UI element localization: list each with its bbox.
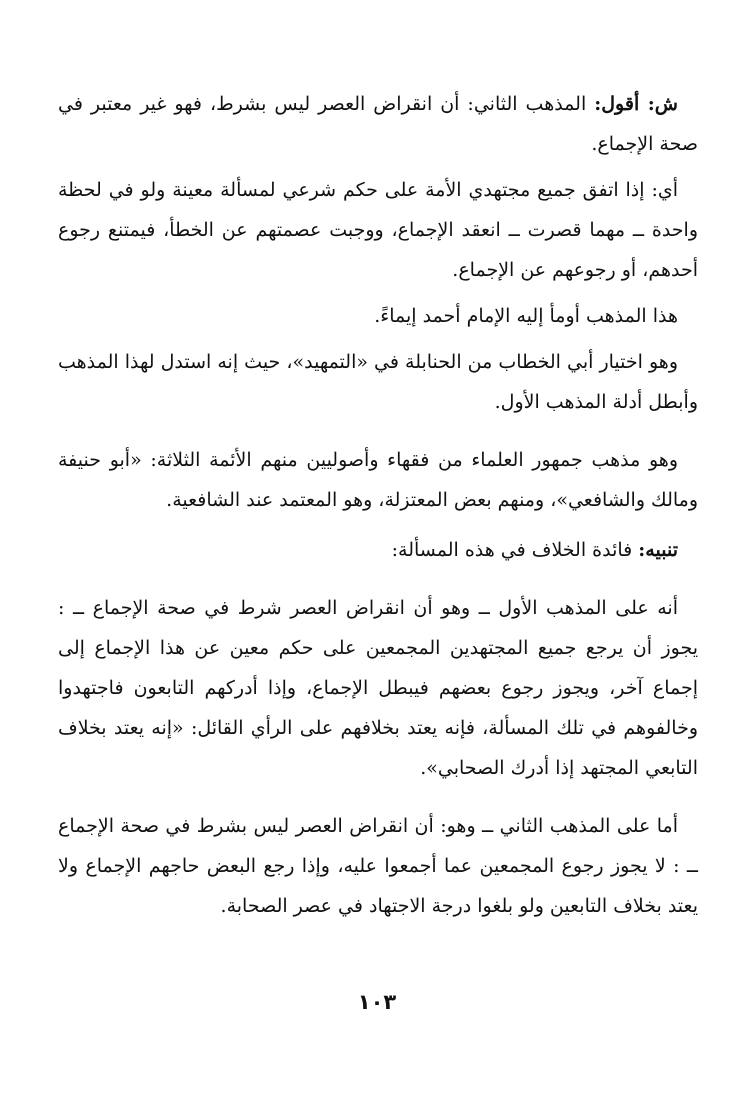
- page-number: ١٠٣: [357, 990, 397, 1014]
- paragraph-8: أما على المذهب الثاني ــ وهو: أن انقراض العصر ليس بشرط في صحة الإجماع ــ : لا يجوز رجوع المجمعين عما أجمعوا عليه، وإذا رجع البعض حاجهم الإجماع ولا يعتد بخلاف التابعين ولو بلغوا درجة الاجتهاد في عصر الصحابة.: [58, 815, 698, 917]
- paragraph-5: وهو مذهب جمهور العلماء من فقهاء وأصوليين منهم الأئمة الثلاثة: «أبو حنيفة ومالك والشافعي»، ومنهم بعض المعتزلة، وهو المعتمد عند الشافعية.: [58, 449, 698, 511]
- paragraph-7: أنه على المذهب الأول ــ وهو أن انقراض العصر شرط في صحة الإجماع ــ : يجوز أن يرجع جميع المجتهدين المجمعين على حكم معين عن هذا الإجماع إلى إجماع آخر، ويجوز رجوع بعضهم فيبطل الإجماع، وإذا أدركهم التابعون فاجتهدوا وخالفوهم في تلك المسألة، فإنه يعتد بخلافهم على الرأي القائل: «إنه يعتد بخلاف التابعي المجتهد إذا أدرك الصحابي».: [58, 597, 698, 779]
- paragraph-2: أي: إذا اتفق جميع مجتهدي الأمة على حكم شرعي لمسألة معينة ولو في لحظة واحدة ــ مهما قصرت ــ انعقد الإجماع، ووجبت عصمتهم عن الخطأ، فيمتنع رجوع أحدهم، أو رجوعهم عن الإجماع.: [58, 179, 698, 281]
- page-body: [58, 84, 698, 926]
- paragraph-6: [58, 530, 698, 570]
- note-label: تنبيه:: [638, 539, 678, 561]
- paragraph-3: هذا المذهب أومأ إليه الإمام أحمد إيماءً.: [374, 305, 678, 327]
- paragraph-1-text: المذهب الثاني: أن انقراض العصر ليس بشرط، فهو غير معتبر في صحة الإجماع.: [58, 93, 698, 155]
- paragraph-4: وهو اختيار أبي الخطاب من الحنابلة في «التمهيد»، حيث إنه استدل لهذا المذهب وأبطل أدلة المذهب الأول.: [58, 351, 698, 413]
- paragraph-1: [58, 84, 698, 164]
- commentary-label: ش: أقول:: [594, 93, 679, 115]
- paragraph-6-text: فائدة الخلاف في هذه المسألة:: [391, 539, 639, 561]
